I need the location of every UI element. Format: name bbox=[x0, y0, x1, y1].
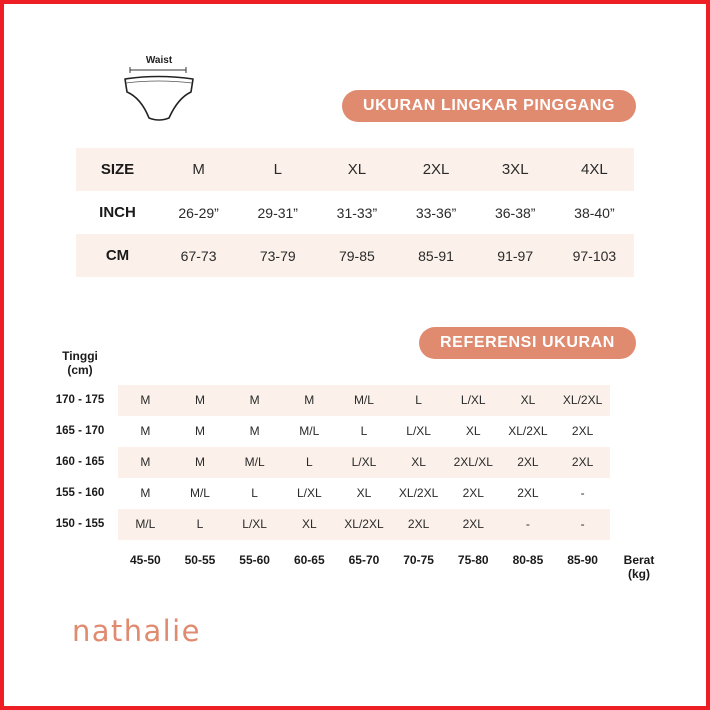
size-table-cell: 97-103 bbox=[555, 234, 634, 277]
reference-cell: 2XL bbox=[517, 486, 539, 500]
reference-cell: L/XL bbox=[460, 393, 486, 407]
reference-cell: M bbox=[194, 424, 205, 438]
reference-cell: M bbox=[249, 424, 260, 438]
waist-size-table bbox=[76, 148, 634, 277]
size-table-cell: 3XL bbox=[476, 148, 555, 191]
size-table-cell: 29-31” bbox=[257, 204, 298, 221]
size-table-row-label: SIZE bbox=[76, 148, 159, 191]
section-title-waist: UKURAN LINGKAR PINGGANG bbox=[342, 90, 636, 122]
weight-labels bbox=[118, 553, 610, 567]
size-table-cell: L bbox=[238, 148, 317, 191]
reference-cell: 2XL/XL bbox=[453, 455, 493, 469]
size-table-cell: 73-79 bbox=[238, 234, 317, 277]
waist-label: Waist bbox=[145, 55, 173, 66]
reference-cell: L bbox=[305, 455, 313, 469]
reference-cell: L/XL bbox=[296, 486, 322, 500]
reference-cell: - bbox=[580, 486, 585, 500]
weight-label: 80-85 bbox=[512, 553, 544, 567]
height-labels bbox=[44, 385, 116, 540]
height-axis-title-line1: Tinggi bbox=[62, 349, 98, 363]
size-table-cell: M bbox=[159, 148, 238, 191]
size-table-cell: 79-85 bbox=[317, 234, 396, 277]
size-table-cell: 38-40” bbox=[574, 204, 615, 221]
reference-cell: XL bbox=[520, 393, 536, 407]
reference-cell: M/L bbox=[189, 486, 210, 500]
reference-cell: M bbox=[249, 393, 260, 407]
size-table-row-label: CM bbox=[76, 234, 159, 277]
reference-cell: M/L bbox=[135, 517, 156, 531]
reference-cell: L/XL bbox=[406, 424, 431, 438]
weight-axis-title-line2: (kg) bbox=[628, 567, 650, 581]
reference-cell: L/XL bbox=[351, 455, 377, 469]
reference-cell: M/L bbox=[244, 455, 265, 469]
reference-cell: - bbox=[580, 517, 585, 531]
reference-cell: XL/2XL bbox=[398, 486, 439, 500]
reference-cell: M bbox=[140, 424, 151, 438]
reference-row bbox=[118, 416, 610, 447]
reference-cell: XL/2XL bbox=[508, 424, 548, 438]
height-axis-title bbox=[48, 349, 112, 377]
reference-cell: 2XL bbox=[571, 455, 594, 469]
reference-cell: M bbox=[194, 393, 205, 407]
height-label: 165 - 170 bbox=[55, 425, 105, 437]
size-table-cell: 26-29” bbox=[178, 204, 219, 221]
height-label: 150 - 155 bbox=[55, 518, 105, 530]
weight-label: 55-60 bbox=[239, 553, 270, 567]
waist-diagram bbox=[120, 52, 200, 128]
size-table-cell: 31-33” bbox=[336, 204, 378, 221]
reference-cell: L bbox=[415, 393, 422, 407]
size-table-cell: 2XL bbox=[396, 148, 475, 191]
height-axis-title-line2: (cm) bbox=[67, 363, 93, 377]
reference-row bbox=[118, 509, 610, 540]
size-table-row bbox=[76, 234, 634, 277]
weight-label: 75-80 bbox=[457, 553, 489, 567]
size-table-cell: 85-91 bbox=[396, 234, 475, 277]
size-table-cell: 33-36” bbox=[415, 204, 457, 221]
reference-cell: L bbox=[196, 517, 204, 531]
reference-cell: XL bbox=[465, 424, 481, 438]
reference-cell: M/L bbox=[353, 393, 374, 407]
brand-logo: nathalie bbox=[72, 614, 201, 648]
reference-grid bbox=[118, 385, 610, 540]
reference-cell: L bbox=[360, 424, 368, 438]
reference-cell: XL bbox=[411, 455, 426, 469]
reference-cell: L/XL bbox=[242, 517, 267, 531]
reference-cell: XL bbox=[301, 517, 317, 531]
size-table-cell: 91-97 bbox=[476, 234, 555, 277]
reference-row bbox=[118, 478, 610, 509]
reference-cell: M bbox=[140, 455, 151, 469]
reference-cell: M bbox=[140, 393, 151, 407]
reference-cell: M/L bbox=[299, 424, 320, 438]
reference-row bbox=[118, 447, 610, 478]
reference-cell: M bbox=[304, 393, 315, 407]
height-label: 155 - 160 bbox=[55, 487, 105, 499]
reference-cell: 2XL bbox=[462, 486, 484, 500]
size-table-cell: 4XL bbox=[555, 148, 634, 191]
size-table-cell: 67-73 bbox=[159, 234, 238, 277]
reference-cell: - bbox=[525, 517, 530, 531]
reference-row bbox=[118, 385, 610, 416]
height-label: 170 - 175 bbox=[55, 394, 105, 406]
weight-axis-title bbox=[612, 553, 666, 581]
reference-cell: 2XL bbox=[407, 517, 430, 531]
reference-cell: M bbox=[194, 455, 205, 469]
reference-cell: M bbox=[140, 486, 151, 500]
weight-label: 85-90 bbox=[567, 553, 598, 567]
reference-cell: XL/2XL bbox=[562, 393, 603, 407]
weight-label: 65-70 bbox=[348, 553, 380, 567]
reference-cell: 2XL bbox=[571, 424, 594, 438]
weight-label: 50-55 bbox=[184, 553, 216, 567]
weight-label: 60-65 bbox=[293, 553, 325, 567]
weight-axis-title-line1: Berat bbox=[623, 553, 655, 567]
reference-cell: 2XL bbox=[517, 455, 539, 469]
reference-cell: XL bbox=[356, 486, 372, 500]
section-title-reference: REFERENSI UKURAN bbox=[419, 327, 636, 359]
height-label: 160 - 165 bbox=[55, 456, 105, 468]
weight-label: 70-75 bbox=[403, 553, 434, 567]
reference-cell: L bbox=[251, 486, 258, 500]
reference-cell: 2XL bbox=[462, 517, 484, 531]
reference-cell: XL/2XL bbox=[344, 517, 384, 531]
size-table-row-label: INCH bbox=[99, 204, 136, 221]
size-table-cell: 36-38” bbox=[494, 204, 536, 221]
size-table-row bbox=[76, 191, 634, 234]
size-table-cell: XL bbox=[317, 148, 396, 191]
size-table-row bbox=[76, 148, 634, 191]
weight-label: 45-50 bbox=[129, 553, 161, 567]
